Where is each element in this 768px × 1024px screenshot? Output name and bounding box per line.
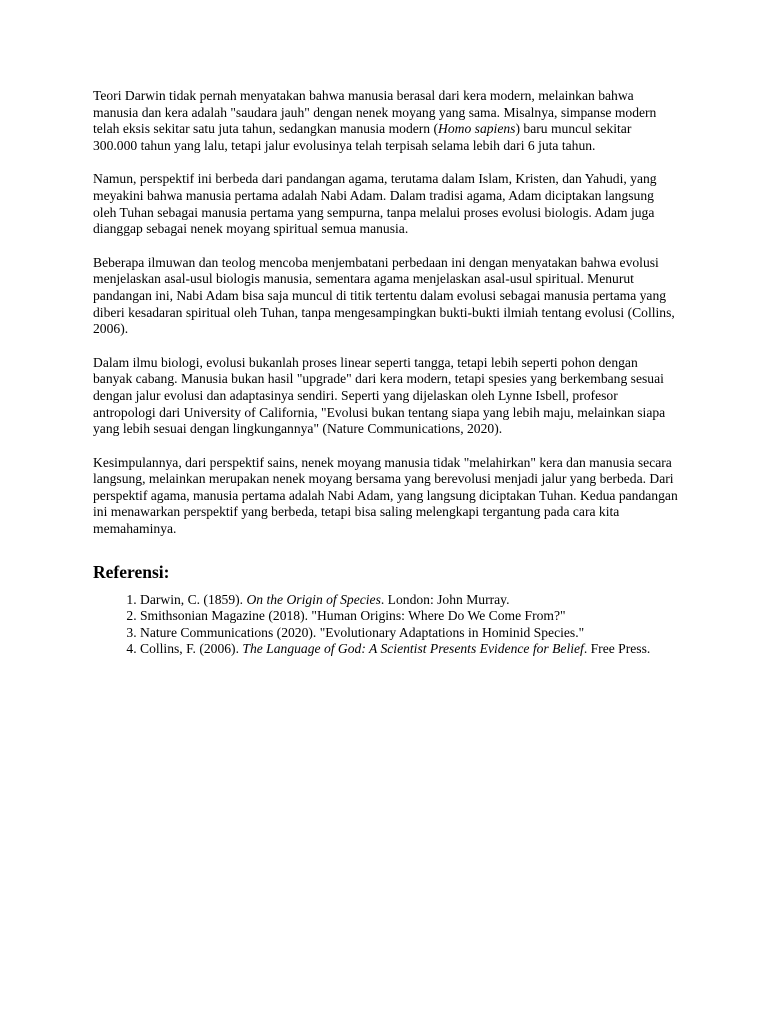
paragraph-text: Teori Darwin tidak pernah menyatakan bahwa manusia berasal dari kera modern, melainkan bahwa manusia dan kera adalah "saudara jauh" dengan nenek moyang yang sama. Misalnya, simpanse modern telah eksis sekitar satu juta tahun, sedangkan manusia modern ( — [93, 88, 657, 137]
reference-text: Collins, F. (2006). — [140, 641, 243, 657]
reference-item — [140, 625, 678, 642]
references-list — [93, 592, 678, 658]
paragraph-religious-view: Namun, perspektif ini berbeda dari pandangan agama, terutama dalam Islam, Kristen, dan Yahudi, yang meyakini bahwa manusia pertama adalah Nabi Adam. Dalam tradisi agama, Adam diciptakan langsung oleh Tuhan sebagai manusia pertama yang sempurna, tanpa melalui proses evolusi biologis. Adam juga dianggap sebagai nenek moyang spiritual semua manusia. — [93, 171, 657, 237]
reference-text: . Free Press. — [583, 641, 651, 657]
reference-item — [140, 592, 678, 609]
references-heading: Referensi: — [93, 561, 170, 582]
paragraph-conclusion: Kesimpulannya, dari perspektif sains, nenek moyang manusia tidak "melahirkan" kera dan manusia secara langsung, melainkan merupakan nenek moyang bersama yang berevolusi menjadi jalur yang berbeda. Dari perspektif agama, manusia pertama adalah Nabi Adam, yang langsung diciptakan Tuhan. Kedua pandangan ini menawarkan perspektif yang berbeda, tetapi bisa saling melengkapi tergantung pada cara kita memahaminya. — [93, 454, 678, 537]
reference-text: . London: John Murray. — [380, 591, 510, 607]
paragraph-bridging-views: Beberapa ilmuwan dan teolog mencoba menjembatani perbedaan ini dengan menyatakan bahwa evolusi menjelaskan asal-usul biologis manusia, sementara agama menjelaskan asal-usul spiritual. Menurut pandangan ini, Nabi Adam bisa saja muncul di titik tertentu dalam evolusi sebagai manusia pertama yang diberi kesadaran spiritual oleh Tuhan, tanpa mengesampingkan bukti-bukti ilmiah tentang evolusi (Collins, 2006). — [93, 254, 675, 337]
paragraph-biology-evolution: Dalam ilmu biologi, evolusi bukanlah proses linear seperti tangga, tetapi lebih seperti pohon dengan banyak cabang. Manusia bukan hasil "upgrade" dari kera modern, tetapi spesies yang berkembang sesuai dengan jalur evolusi dan adaptasinya sendiri. Seperti yang dijelaskan oleh Lynne Isbell, profesor antropologi dari University of California, "Evolusi bukan tentang siapa yang lebih maju, melainkan siapa yang lebih sesuai dengan lingkungannya" (Nature Communications, 2020). — [93, 354, 666, 437]
reference-title-italic: The Language of God: A Scientist Presents Evidence for Belief — [242, 641, 584, 657]
reference-text: Nature Communications (2020). "Evolutionary Adaptations in Hominid Species." — [140, 624, 585, 640]
reference-title-italic: On the Origin of Species — [246, 591, 381, 607]
species-name-italic: Homo sapiens — [438, 121, 516, 137]
document-body — [93, 88, 678, 658]
paragraph-darwin-theory — [93, 88, 678, 154]
reference-item — [140, 608, 678, 625]
paragraph-text: ) baru muncul sekitar 300.000 tahun yang lalu, tetapi jalur evolusinya telah terpisah selama lebih dari 6 juta tahun. — [93, 121, 632, 153]
reference-text: Smithsonian Magazine (2018). "Human Origins: Where Do We Come From?" — [140, 608, 566, 624]
reference-text: Darwin, C. (1859). — [140, 591, 247, 607]
reference-item — [140, 641, 678, 658]
